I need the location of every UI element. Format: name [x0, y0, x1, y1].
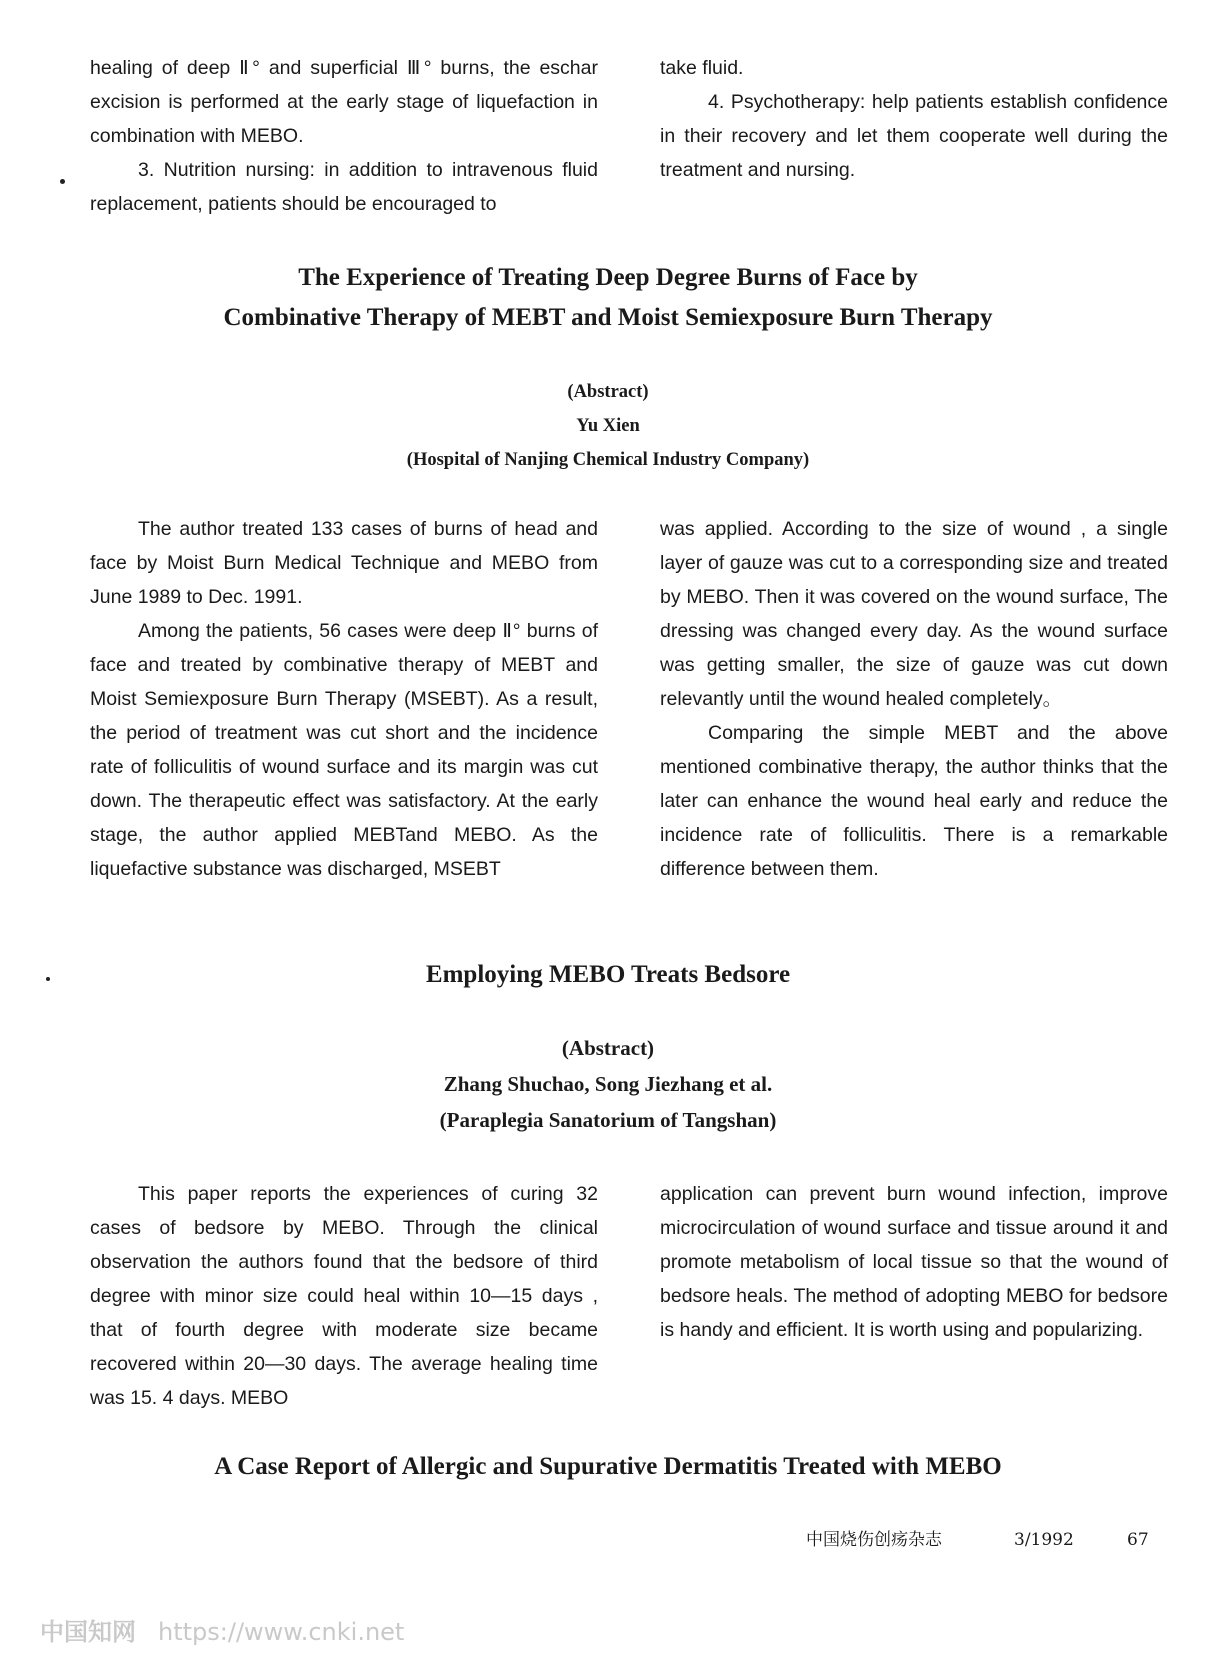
top-right-column: [660, 51, 1168, 187]
footer-page-number: 67: [1127, 1530, 1149, 1550]
paragraph: was applied. According to the size of wound , a single layer of gauze was cut to a corresponding size and treated by MEBO. Then it was covered on the wound surface, The dressing was changed every day. As the wound surface was getting smaller, the size of gauze was cut down relevantly until the wound healed completely。: [660, 518, 1168, 710]
paragraph: Comparing the simple MEBT and the above mentioned combinative therapy, the author thinks that the later can enhance the wound heal early and reduce the incidence rate of folliculitis. There is a remarkable difference between them.: [660, 722, 1168, 880]
article2-authors: Zhang Shuchao, Song Jiezhang et al.: [443, 1072, 773, 1096]
article1-author: Yu Xien: [576, 416, 640, 436]
paragraph: 4. Psychotherapy: help patients establish confidence in their recovery and let them cooperate well during the treatment and nursing.: [660, 91, 1168, 181]
top-left-column: [90, 51, 598, 221]
footer-journal-name: 中国烧伤创疡杂志: [806, 1530, 942, 1550]
watermark-cn-text: 中国知网: [40, 1618, 136, 1646]
article1-title-line1: The Experience of Treating Deep Degree Burns of Face by: [298, 264, 918, 291]
article2-affiliation: (Paraplegia Sanatorium of Tangshan): [439, 1108, 777, 1132]
cnki-watermark: [40, 1612, 404, 1647]
paragraph: This paper reports the experiences of curing 32 cases of bedsore by MEBO. Through the clinical observation the authors found that the bedsore of third degree with minor size could heal within 10—15 days , that of fourth degree with moderate size became recovered within 20—30 days. The average healing time was 15. 4 days. MEBO: [90, 1183, 598, 1409]
paragraph: The author treated 133 cases of burns of head and face by Moist Burn Medical Technique and MEBO from June 1989 to Dec. 1991.: [90, 518, 598, 608]
article3-title: A Case Report of Allergic and Supurative Dermatitis Treated with MEBO: [214, 1453, 1002, 1480]
paragraph: application can prevent burn wound infection, improve microcirculation of wound surface and tissue around it and promote metabolism of local tissue so that the wound of bedsore heals. The method of adopting MEBO for bedsore is handy and efficient. It is worth using and popularizing.: [660, 1183, 1168, 1341]
article1-abstract-label: (Abstract): [567, 382, 649, 402]
watermark-url: https://www.cnki.net: [158, 1618, 405, 1646]
paragraph: healing of deep Ⅱ° and superficial Ⅲ° burns, the eschar excision is performed at the early stage of liquefaction in combination with MEBO.: [90, 57, 598, 147]
footer-issue: 3/1992: [1014, 1530, 1074, 1550]
article1-title-line2: Combinative Therapy of MEBT and Moist Semiexposure Burn Therapy: [223, 304, 993, 331]
article2-title: Employing MEBO Treats Bedsore: [425, 961, 791, 988]
paragraph: Among the patients, 56 cases were deep Ⅱ° burns of face and treated by combinative therapy of MEBT and Moist Semiexposure Burn Therapy (MSEBT). As a result, the period of treatment was cut short and the incidence rate of folliculitis of wound surface and its margin was cut down. The therapeutic effect was satisfactory. At the early stage, the author applied MEBTand MEBO. As the liquefactive substance was discharged, MSEBT: [90, 620, 598, 880]
scan-speck: [46, 977, 50, 981]
article2-left-column: [90, 1177, 598, 1415]
article1-left-column: [90, 512, 598, 886]
scan-speck: [60, 179, 65, 184]
paragraph: take fluid.: [660, 57, 744, 79]
article1-affiliation: (Hospital of Nanjing Chemical Industry Company): [406, 450, 810, 470]
article1-right-column: [660, 512, 1168, 886]
article2-right-column: [660, 1177, 1168, 1347]
article2-abstract-label: (Abstract): [561, 1036, 655, 1060]
paragraph: 3. Nutrition nursing: in addition to intravenous fluid replacement, patients should be encouraged to: [90, 159, 598, 215]
